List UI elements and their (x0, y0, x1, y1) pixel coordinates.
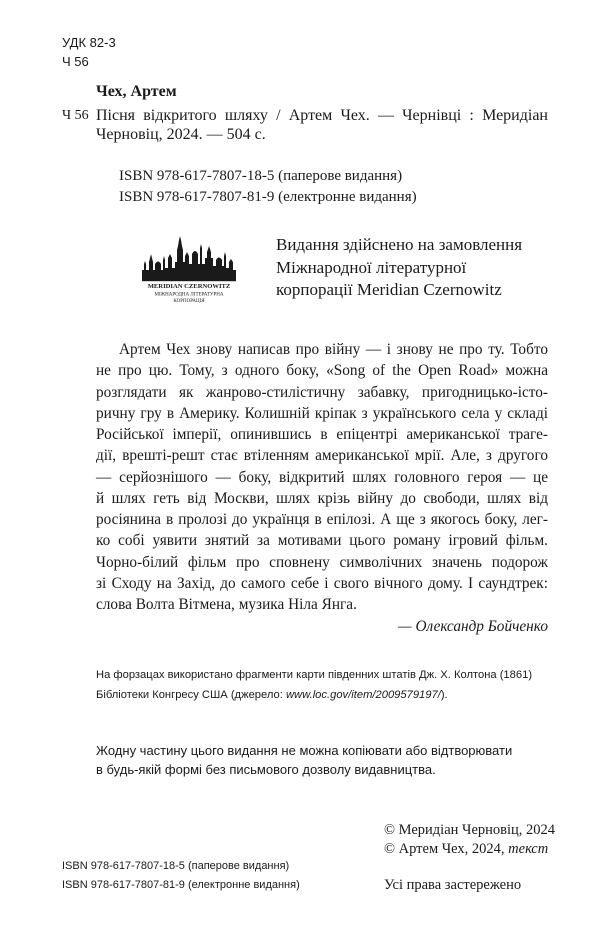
bib-author-mark: Ч 56 (62, 108, 89, 123)
bib-line: Пісня відкритого шляху / Артем Чех. — Чернівці : Меридіан (96, 107, 548, 124)
endpapers-source-prefix: Бібліотеки Конгресу США (джерело: (96, 689, 286, 701)
annotation-line: Російської імперії, опинившись в епіцентрі американської траге- (96, 426, 548, 443)
annotation-line: росіянина в пролозі до українця в епілозі. А ще з якогось боку, лег- (96, 511, 548, 528)
annotation-text (96, 339, 548, 615)
annotation-line: — серйознішого — боку, відкритий шлях головного героя — це (96, 468, 548, 486)
isbn-electronic: ISBN 978-617-7807-81-9 (електронне видання) (62, 879, 300, 891)
annotation-line: не про цю. Тому, з одного боку, «Song of the Open Road» можна (96, 362, 548, 380)
isbn-electronic: ISBN 978-617-7807-81-9 (електронне видання) (119, 189, 417, 205)
annotation-line: Чорно-білий фільм про сповнену символічних значень подорож (96, 553, 548, 571)
copyright-publisher: © Меридіан Черновіц, 2024 (384, 822, 556, 838)
logo-name: MERIDIAN CZERNOWITZ (147, 283, 231, 290)
annotation-line: Артем Чех знову написав про війну — і знову не про ту. Тобто (119, 341, 548, 358)
logo-baseline (142, 280, 236, 281)
endpapers-source-suffix: ). (440, 689, 448, 701)
copyright-author-suffix: текст (508, 840, 549, 857)
rights-line: в будь-якій формі без письмового дозволу видавництва. (96, 761, 436, 777)
copyright-author-prefix: © Артем Чех, 2024, (384, 840, 509, 857)
bibliographic-description (96, 107, 548, 144)
author-heading: Чех, Артем (96, 83, 177, 100)
logo-subtitle-2: КОРПОРАЦІЯ (173, 299, 205, 304)
annotation-line: розглядати як жанрово-стилістичну забавку, пригодницько-істо- (96, 383, 548, 401)
city-skyline-icon (142, 236, 236, 280)
annotation-line: й шлях геть від Москви, шлях крізь війну до свободи, шлях від (96, 489, 548, 507)
annotation-line: ко собі уявити знятий за мотивами цього роману ігровий фільм. (96, 532, 548, 550)
isbn-print: ISBN 978-617-7807-18-5 (паперове видання) (119, 168, 403, 184)
isbn-block-top (119, 166, 417, 208)
rights-line: Жодну частину цього видання не можна копіювати або відтворювати (96, 743, 513, 758)
copyright-block (384, 821, 555, 858)
commission-note (276, 234, 522, 302)
endpapers-source-url: www.loc.gov/item/2009579197/ (285, 689, 441, 701)
annotation-line: ричну гру в Америку. Колишній кріпак з українського села у складі (96, 404, 548, 422)
commission-line: корпорації Meridian Czernowitz (276, 280, 502, 299)
publisher-logo (140, 234, 238, 306)
isbn-block-bottom (62, 857, 300, 895)
all-rights-reserved: Усі права застережено (384, 877, 522, 893)
udk-code: УДК 82-3 (62, 35, 116, 50)
udk-block (62, 33, 116, 71)
logo-subtitle-1: МІЖНАРОДНА ЛІТЕРАТУРНА (154, 292, 224, 298)
commission-line: Видання здійснено на замовлення (276, 235, 523, 254)
annotation-line: зі Сходу на Захід, до самого себе і свого вічного дому. І саундтрек: (96, 574, 548, 592)
endpapers-line (96, 685, 532, 705)
annotation-line: слова Волта Вітмена, музика Ніла Янга. (96, 596, 357, 613)
commission-line: Міжнародної літературної (276, 257, 467, 277)
rights-notice (96, 742, 512, 779)
author-mark: Ч 56 (62, 54, 89, 69)
bib-line: Черновіц, 2024. — 504 с. (96, 125, 266, 143)
endpapers-line: На форзацах використано фрагменти карти південних штатів Дж. Х. Колтона (1861) (96, 669, 533, 681)
annotation-author: — Олександр Бойченко (398, 618, 548, 635)
copyright-author (384, 840, 555, 859)
endpapers-note (96, 665, 532, 705)
annotation-line: дії, врешті-решт стає втіленням американської мрії. Але, з другого (96, 447, 548, 465)
isbn-print: ISBN 978-617-7807-18-5 (паперове видання) (62, 860, 290, 872)
